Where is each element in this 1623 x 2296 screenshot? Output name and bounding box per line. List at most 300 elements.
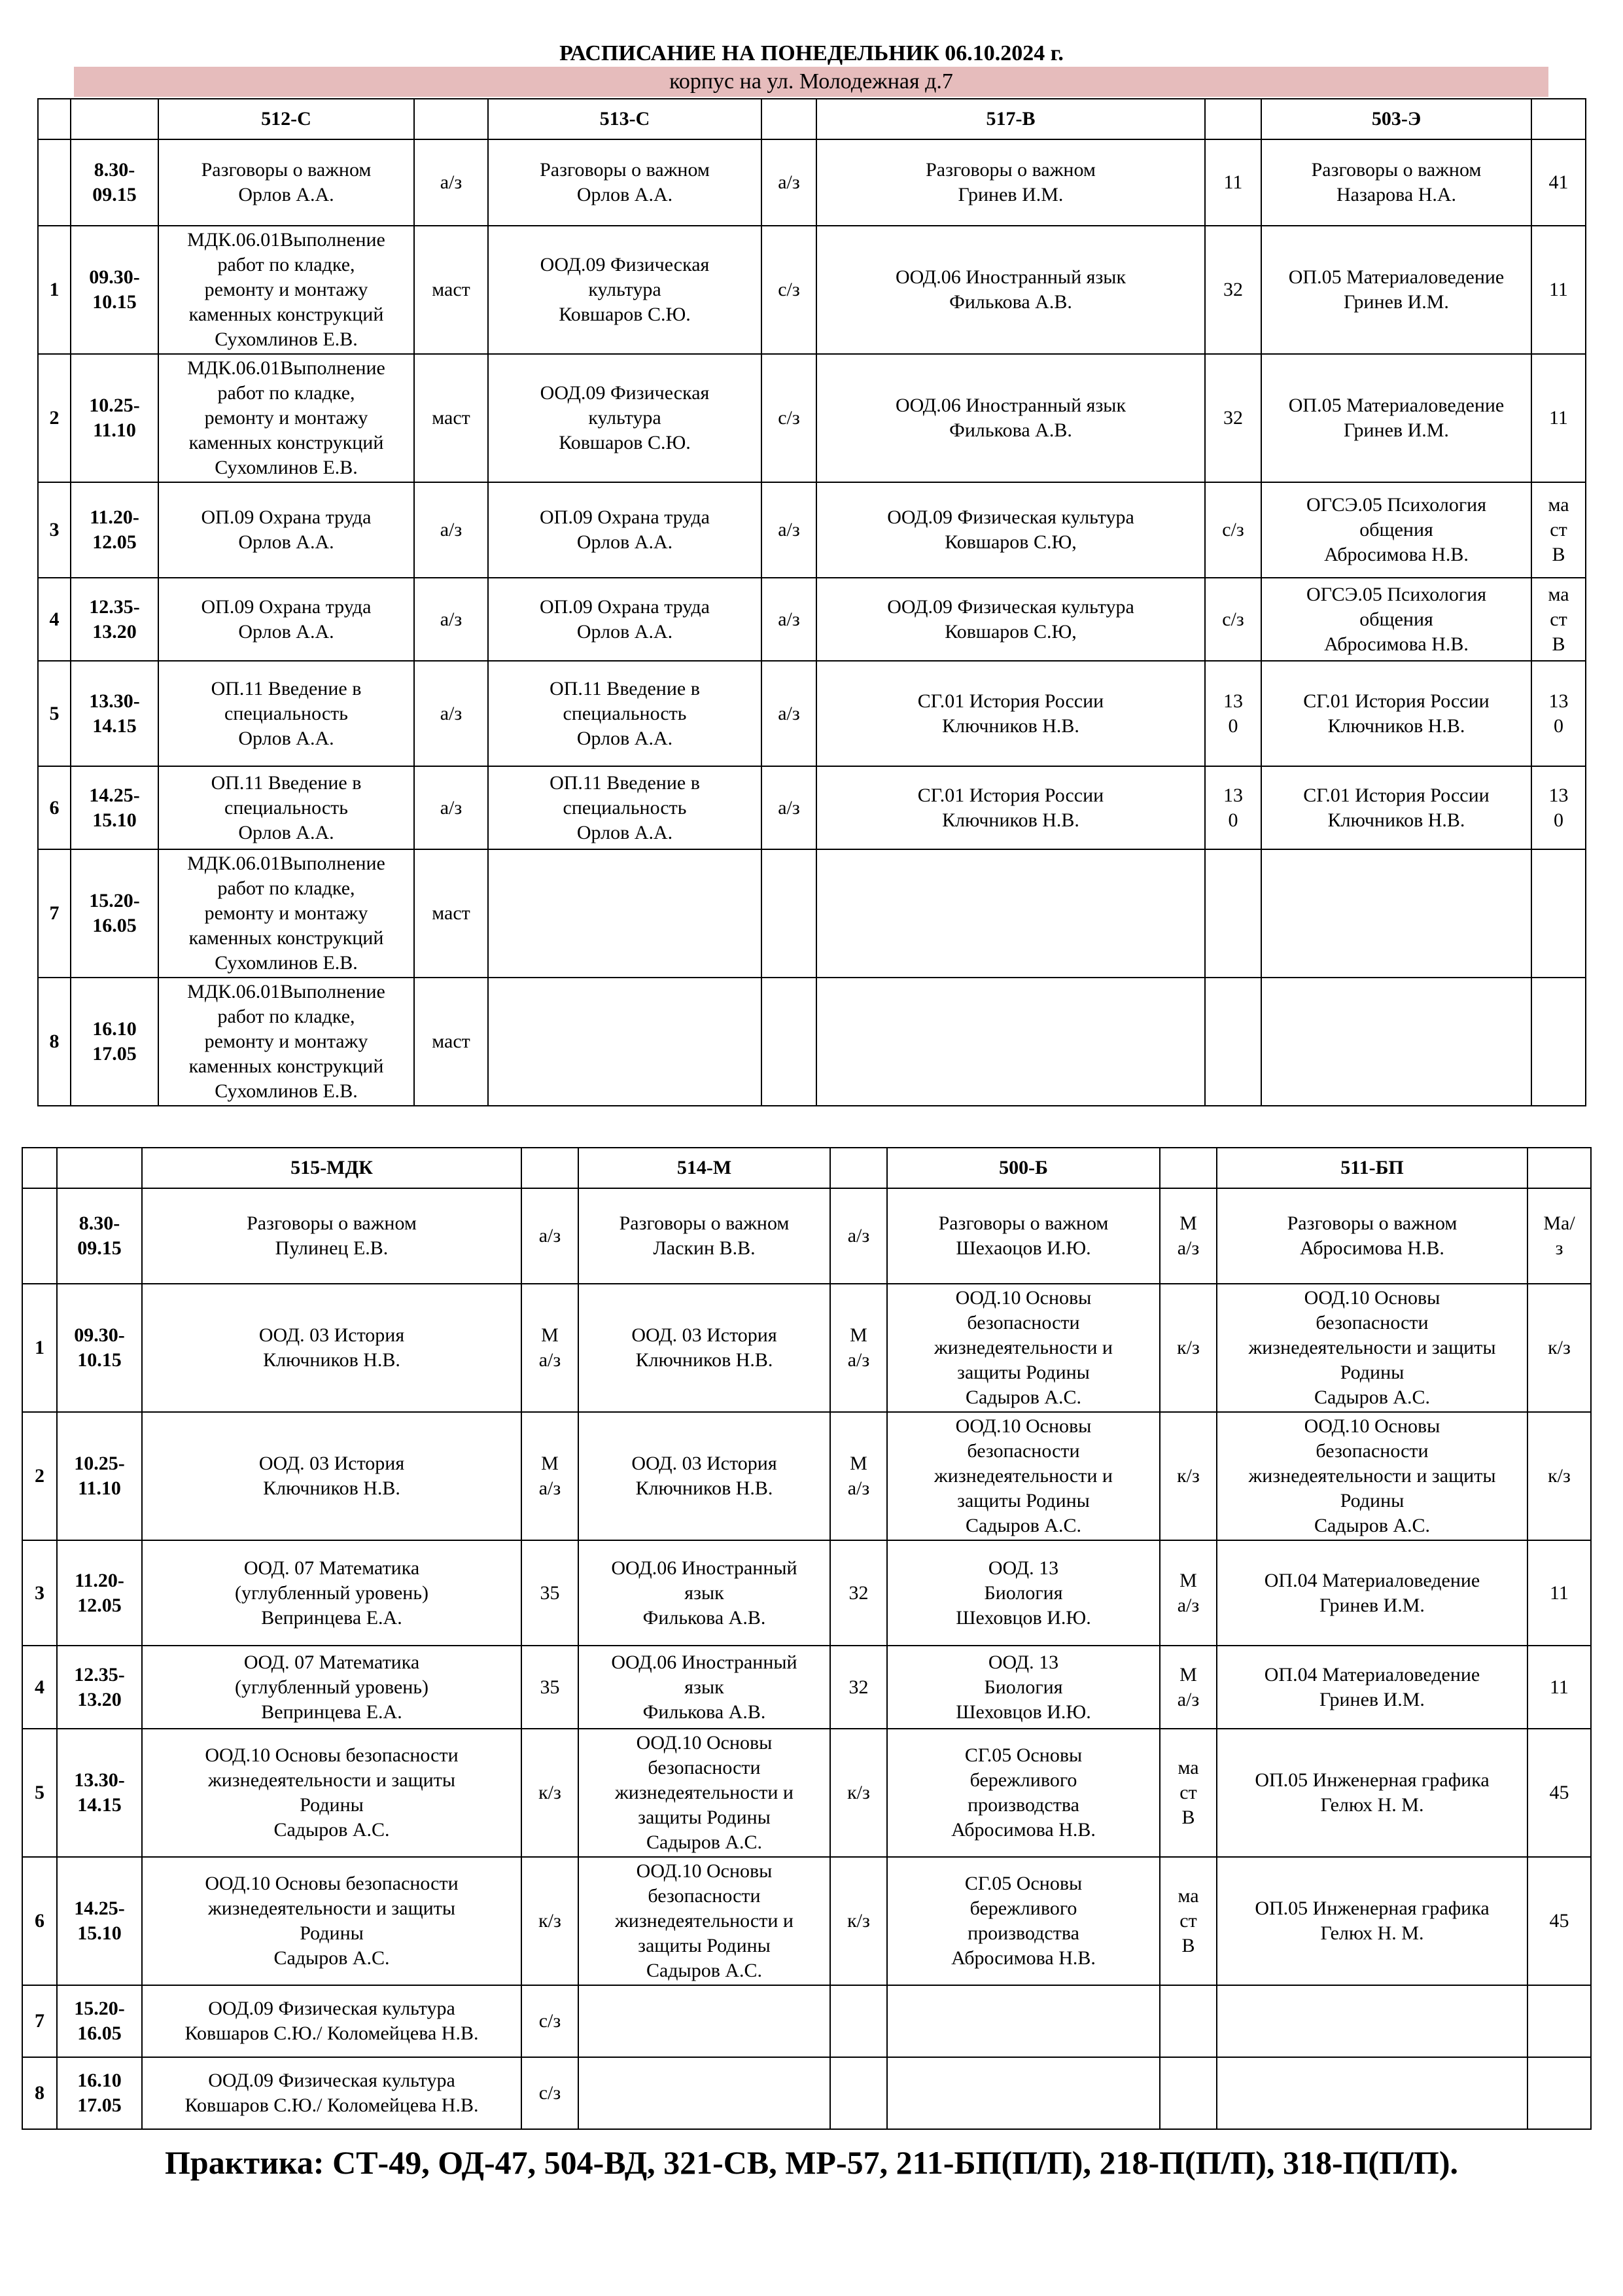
subject-cell [816,354,1205,482]
lesson-time [71,354,158,482]
table-row [38,766,1586,849]
cell-line: Гелюх Н. М. [1320,1794,1424,1816]
table-row [38,849,1586,978]
cell-line: Разговоры о важном [247,1212,417,1234]
cell-line: М [850,1324,867,1346]
cell-line: М [1179,1212,1197,1234]
cell-line: специальность [224,796,348,819]
subject-cell [816,766,1205,849]
cell-line: общения [1359,608,1433,630]
cell-line: ма [1548,494,1569,516]
cell-line: Шеховцов И.Ю. [956,1606,1091,1629]
room-cell [761,139,816,226]
lesson-time [71,139,158,226]
cell-line: каменных конструкций [188,927,384,949]
lesson-number: 6 [22,1857,57,1985]
cell-line: 45 [1549,1910,1569,1932]
subject-cell [1261,482,1531,578]
room-header [521,1148,578,1188]
cell-line: МДК.06.01Выполнение [187,853,385,874]
cell-line: СГ.05 Основы [964,1873,1083,1894]
room-cell [414,661,488,766]
group-header: 500-Б [887,1148,1160,1188]
room-cell [830,1985,887,2057]
header-blank-cell [38,99,71,139]
header-blank-cell [57,1148,142,1188]
subject-cell [887,1857,1160,1985]
cell-line: 32 [848,1581,869,1604]
cell-line: 0 [1554,715,1563,737]
subject-cell [1261,978,1531,1106]
lesson-number: 3 [22,1540,57,1646]
cell-line: ООД.10 Основы безопасности [205,1873,459,1894]
cell-line: Орлов А.А. [576,821,673,843]
room-cell [830,1646,887,1729]
cell-line: 11.20- [90,506,139,528]
cell-line: Гелюх Н. М. [1320,1922,1424,1944]
cell-line: 8.30- [94,159,135,181]
subject-cell [1217,1540,1527,1646]
cell-line: безопасности [1316,1312,1429,1333]
cell-line: Филькова А.В. [949,291,1072,313]
cell-line: Вепринцева Е.А. [261,1606,402,1629]
cell-line: Сухомлинов Е.В. [215,328,358,350]
subject-cell [158,578,414,661]
cell-line: Гринев И.М. [1344,291,1449,313]
room-header [761,99,816,139]
room-cell [1527,1646,1591,1729]
table-header-row [22,1148,1591,1188]
subject-cell [578,1284,830,1412]
cell-line: к/з [1177,1465,1200,1487]
cell-line: Филькова А.В. [642,1701,766,1723]
cell-line: а/з [847,1477,870,1499]
lesson-number [22,1188,57,1284]
cell-line: 09.30- [74,1324,125,1346]
room-cell [1531,226,1586,354]
cell-line: 10.25- [89,395,140,416]
subject-cell [158,661,414,766]
cell-line: 13.30- [74,1769,125,1791]
group-header: 517-В [816,99,1205,139]
table-row [22,1188,1591,1284]
room-cell [1160,1188,1217,1284]
cell-line: Разговоры о важном [938,1212,1109,1234]
subject-cell [578,2057,830,2129]
subject-cell [816,482,1205,578]
cell-line: СГ.01 История России [917,784,1104,806]
table-row [38,978,1586,1106]
subject-cell [158,139,414,226]
cell-line: 35 [540,1581,560,1604]
room-cell [1205,578,1261,661]
cell-line: а/з [1177,1594,1200,1616]
cell-line: 8.30- [79,1212,120,1234]
cell-line: с/з [778,279,800,300]
lesson-time [71,849,158,978]
cell-line: а/з [538,1225,561,1246]
subject-cell [816,661,1205,766]
cell-line: ООД.10 Основы [636,1860,773,1882]
cell-line: а/з [538,1477,561,1499]
subject-cell [887,1284,1160,1412]
subject-cell [488,766,761,849]
cell-line: к/з [847,1910,870,1932]
room-cell [521,1729,578,1857]
cell-line: маст [432,902,470,924]
cell-line: М [541,1453,559,1474]
cell-line: общения [1359,519,1433,540]
cell-line: Орлов А.А. [576,531,673,553]
subject-cell [488,978,761,1106]
cell-line: Гринев И.М. [1319,1688,1425,1710]
lesson-number: 2 [22,1412,57,1540]
subject-cell [578,1985,830,2057]
cell-line: ООД. 03 История [631,1453,777,1474]
cell-line: Ключников Н.В. [263,1349,400,1371]
cell-line: 13.30- [89,690,140,712]
subject-cell [1261,766,1531,849]
room-cell [1160,1284,1217,1412]
subject-cell [887,1540,1160,1646]
room-cell [761,578,816,661]
subject-cell [1217,1857,1527,1985]
room-header [1531,99,1586,139]
cell-line: ООД.06 Иностранный язык [895,266,1126,288]
cell-line: 0 [1554,809,1563,831]
subject-cell [158,978,414,1106]
cell-line: Абросимова Н.В. [1300,1237,1444,1259]
room-cell [1205,139,1261,226]
cell-line: з [1555,1237,1563,1259]
cell-line: каменных конструкций [188,304,384,325]
cell-line: 11.20- [75,1569,124,1591]
room-cell [1160,1412,1217,1540]
room-cell [1205,354,1261,482]
cell-line: Родины [1340,1490,1405,1511]
cell-line: Орлов А.А. [576,620,673,643]
cell-line: культура [588,279,661,300]
table-row [38,226,1586,354]
cell-line: 09.15 [92,184,137,205]
cell-line: работ по кладке, [217,877,355,899]
cell-line: ст [1550,608,1567,630]
cell-line: защиты Родины [957,1362,1090,1383]
subject-cell [887,1729,1160,1857]
room-cell [1531,849,1586,978]
cell-line: Назарова Н.А. [1336,184,1457,205]
table-row [38,661,1586,766]
cell-line: В [1552,544,1565,565]
cell-line: ООД.10 Основы [955,1287,1092,1309]
building-subtitle: корпус на ул. Молодежная д.7 [74,67,1548,97]
lesson-time [57,1540,142,1646]
room-header [1160,1148,1217,1188]
table-row [22,1646,1591,1729]
cell-line: ООД.09 Физическая культура [208,2070,455,2091]
cell-line: 32 [848,1676,869,1698]
cell-line: Шеховцов И.Ю. [956,1701,1091,1723]
cell-line: СГ.01 История России [1303,784,1490,806]
cell-line: 45 [1549,1782,1569,1803]
room-cell [1527,1857,1591,1985]
cell-line: с/з [538,2010,561,2032]
cell-line: Гринев И.М. [1344,419,1449,441]
cell-line: Ковшаров С.Ю. [559,304,691,325]
lesson-time [71,978,158,1106]
group-header: 511-БП [1217,1148,1527,1188]
cell-line: работ по кладке, [217,1006,355,1027]
room-cell [830,1284,887,1412]
room-cell [761,978,816,1106]
cell-line: а/з [778,519,800,540]
cell-line: а/з [778,171,800,193]
cell-line: 11 [1550,1581,1569,1604]
lesson-time [57,1857,142,1985]
room-cell [521,1540,578,1646]
cell-line: СГ.01 История России [917,690,1104,712]
cell-line: Разговоры о важном [619,1212,790,1234]
cell-line: специальность [563,796,687,819]
lesson-time [57,1729,142,1857]
cell-line: Ковшаров С.Ю./ Коломейцева Н.В. [184,2022,479,2044]
cell-line: жизнедеятельности и [934,1337,1113,1358]
cell-line: ОП.11 Введение в [211,677,362,699]
cell-line: 10.15 [77,1349,122,1371]
lesson-number [38,139,71,226]
room-cell [1531,766,1586,849]
room-cell [414,578,488,661]
cell-line: ООД. 07 Математика [243,1557,420,1579]
subject-cell [578,1729,830,1857]
cell-line: жизнедеятельности и [615,1910,794,1932]
cell-line: к/з [538,1910,561,1932]
cell-line: язык [684,1581,724,1604]
cell-line: защиты Родины [957,1490,1090,1511]
cell-line: Биология [984,1676,1063,1698]
cell-line: 17.05 [92,1043,137,1065]
cell-line: 15.20- [89,890,140,911]
cell-line: Ключников Н.В. [263,1477,400,1499]
lesson-number: 8 [22,2057,57,2129]
cell-line: Разговоры о важном [201,159,372,181]
lesson-number: 4 [22,1646,57,1729]
subject-cell [887,1188,1160,1284]
cell-line: с/з [1222,608,1244,630]
subject-cell [816,849,1205,978]
subject-cell [158,849,414,978]
cell-line: а/з [778,608,800,630]
cell-line: Сухомлинов Е.В. [215,1080,358,1102]
cell-line: М [541,1324,559,1346]
lesson-number: 1 [22,1284,57,1412]
cell-line: ООД.06 Иностранный [611,1651,797,1673]
cell-line: Сухомлинов Е.В. [215,952,358,974]
room-cell [1527,1188,1591,1284]
subject-cell [142,1540,521,1646]
cell-line: 14.15 [77,1794,122,1816]
cell-line: ООД. 13 [988,1557,1059,1579]
subject-cell [488,661,761,766]
cell-line: МДК.06.01Выполнение [187,229,385,251]
cell-line: 14.15 [92,715,137,737]
lesson-number: 5 [38,661,71,766]
cell-line: работ по кладке, [217,254,355,275]
subject-cell [887,1412,1160,1540]
cell-line: ремонту и монтажу [204,1031,368,1052]
cell-line: к/з [1177,1337,1200,1358]
room-header [414,99,488,139]
cell-line: Орлов А.А. [576,727,673,749]
subject-cell [578,1646,830,1729]
cell-line: М [850,1453,867,1474]
room-cell [761,482,816,578]
header-blank-cell [22,1148,57,1188]
cell-line: Гринев И.М. [958,184,1064,205]
cell-line: ООД.10 Основы [636,1732,773,1754]
room-cell [1160,1540,1217,1646]
cell-line: Биология [984,1581,1063,1604]
cell-line: Ключников Н.В. [635,1477,773,1499]
group-header: 512-С [158,99,414,139]
subject-cell [142,1188,521,1284]
cell-line: ООД. 03 История [258,1324,405,1346]
cell-line: 17.05 [77,2094,122,2116]
cell-line: безопасности [967,1312,1080,1333]
room-cell [1531,661,1586,766]
room-cell [414,978,488,1106]
cell-line: ОП.04 Материаловедение [1264,1663,1480,1686]
cell-line: жизнедеятельности и защиты [208,1898,455,1919]
cell-line: Пулинец Е.В. [275,1237,389,1259]
cell-line: 14.25- [74,1898,125,1919]
cell-line: Филькова А.В. [949,419,1072,441]
room-cell [1205,978,1261,1106]
cell-line: 16.10 [77,2070,122,2091]
subject-cell [887,1646,1160,1729]
table-row [22,1412,1591,1540]
cell-line: ма [1548,583,1569,605]
cell-line: Ключников Н.В. [942,809,1079,831]
group-header: 513-С [488,99,761,139]
room-cell [1160,1985,1217,2057]
cell-line: М [1179,1663,1197,1686]
lesson-time [71,578,158,661]
room-cell [830,2057,887,2129]
room-cell [1531,978,1586,1106]
cell-line: каменных конструкций [188,1055,384,1077]
subject-cell [578,1412,830,1540]
group-header: 514-М [578,1148,830,1188]
cell-line: 10.15 [92,291,137,313]
cell-line: Орлов А.А. [238,821,334,843]
cell-line: 15.10 [92,809,137,831]
cell-line: ма [1178,1757,1199,1778]
subject-cell [816,139,1205,226]
cell-line: ОП.11 Введение в [211,771,362,794]
lesson-number: 4 [38,578,71,661]
cell-line: Родины [300,1922,364,1944]
subject-cell [488,849,761,978]
table-header-row [38,99,1586,139]
cell-line: защиты Родины [638,1935,771,1956]
cell-line: 41 [1548,171,1569,193]
schedule-title: РАСПИСАНИЕ НА ПОНЕДЕЛЬНИК 06.10.2024 г. [559,41,1064,65]
room-cell [1531,139,1586,226]
subject-cell [1261,578,1531,661]
subject-cell [142,1729,521,1857]
cell-line: ООД.09 Физическая культура [887,506,1134,528]
cell-line: Орлов А.А. [238,531,334,553]
cell-line: производства [968,1794,1079,1816]
room-cell [761,766,816,849]
subject-cell [816,978,1205,1106]
cell-line: Ключников Н.В. [1327,715,1465,737]
room-cell [521,1284,578,1412]
lesson-number: 7 [38,849,71,978]
cell-line: ОП.05 Инженерная графика [1255,1769,1490,1791]
room-cell [830,1188,887,1284]
subject-cell [887,2057,1160,2129]
lesson-time [57,1188,142,1284]
cell-line: а/з [847,1225,870,1246]
cell-line: ст [1550,519,1567,540]
subject-cell [488,482,761,578]
cell-line: а/з [778,796,800,819]
cell-line: 12.35- [89,595,140,618]
room-cell [1205,226,1261,354]
cell-line: Разговоры о важном [926,159,1096,181]
room-cell [414,354,488,482]
room-cell [761,354,816,482]
cell-line: Ковшаров С.Ю, [945,620,1077,643]
subject-cell [816,226,1205,354]
cell-line: бережливого [969,1898,1077,1919]
cell-line: Абросимова Н.В. [951,1819,1096,1841]
room-cell [1531,482,1586,578]
table-row [22,1284,1591,1412]
lesson-time [57,1284,142,1412]
cell-line: с/з [778,407,800,429]
cell-line: 0 [1228,715,1238,737]
room-cell [1527,1540,1591,1646]
subject-cell [578,1857,830,1985]
room-cell [1160,1646,1217,1729]
cell-line: 12.35- [74,1663,125,1686]
cell-line: ООД.09 Физическая [540,382,710,404]
table-row [38,482,1586,578]
room-cell [1527,1729,1591,1857]
cell-line: Абросимова Н.В. [1324,544,1469,565]
room-cell [521,2057,578,2129]
cell-line: Садыров А.С. [646,1960,763,1981]
cell-line: В [1181,1935,1195,1956]
cell-line: ОП.05 Материаловедение [1288,395,1505,416]
cell-line: Садыров А.С. [965,1386,1082,1408]
cell-line: ОП.05 Инженерная графика [1255,1898,1490,1919]
cell-line: ОГСЭ.05 Психология [1306,583,1487,605]
cell-line: 11 [1549,279,1568,300]
lesson-time [57,2057,142,2129]
cell-line: Абросимова Н.В. [1324,633,1469,655]
cell-line: 09.15 [77,1237,122,1259]
subject-cell [1217,1188,1527,1284]
subject-cell [578,1540,830,1646]
cell-line: маст [432,279,470,300]
lesson-number: 2 [38,354,71,482]
table-row [22,1540,1591,1646]
subject-cell [488,578,761,661]
